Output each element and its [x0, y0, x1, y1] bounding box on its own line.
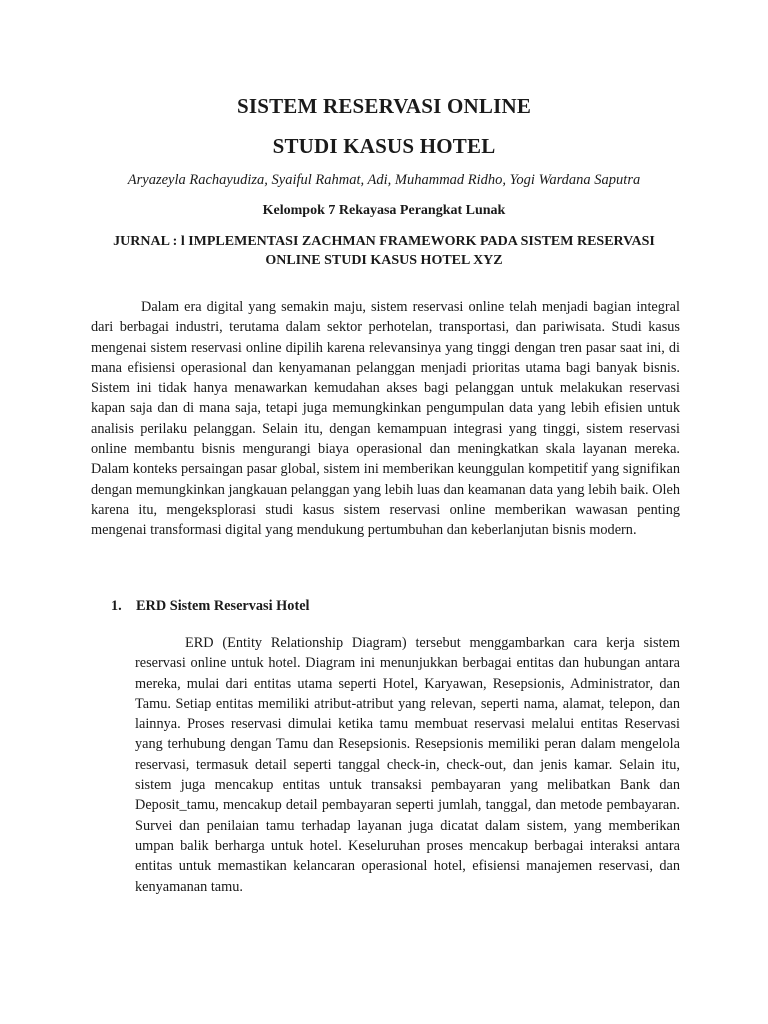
section-number: 1. — [111, 598, 122, 614]
document-title-line2: STUDI KASUS HOTEL — [272, 134, 496, 158]
section-heading-text: ERD Sistem Reservasi Hotel — [136, 598, 310, 614]
document-title-line1: SISTEM RESERVASI ONLINE — [236, 94, 532, 118]
author-list: Aryazeyla Rachayudiza, Syaiful Rahmat, Adi, Muhammad Ridho, Yogi Wardana Saputra — [127, 172, 641, 188]
journal-title: JURNAL : l IMPLEMENTASI ZACHMAN FRAMEWORK PADA SISTEM RESERVASI ONLINE STUDI KASUS HOTEL XYZ — [113, 234, 655, 268]
group-label: Kelompok 7 Rekayasa Perangkat Lunak — [262, 203, 506, 218]
erd-paragraph: ERD (Entity Relationship Diagram) tersebut menggambarkan cara kerja sistem reservasi online untuk hotel. Diagram ini menunjukkan berbagai entitas dan hubungan antara mereka, mulai dari entitas utama seperti Hotel, Karyawan, Resepsionis, Administrator, dan Tamu. Setiap entitas memiliki atribut-atribut yang relevan, seperti nama, alamat, telepon, dan lainnya. Proses reservasi dimulai ketika tamu membuat reservasi melalui entitas Reservasi yang terhubung dengan Tamu dan Resepsionis. Resepsionis memiliki peran dalam mengelola reservasi, termasuk detail seperti tanggal check-in, check-out, dan jenis kamar. Selain itu, sistem juga mencakup entitas untuk transaksi pembayaran yang melibatkan Bank dan Deposit_tamu, mencakup detail pembayaran seperti jumlah, tanggal, dan metode pembayaran. Survei dan penilaian tamu terhadap layanan juga dicatat dalam sistem, yang memberikan umpan balik berharga untuk hotel. Keseluruhan proses mencakup berbagai interaksi antara entitas untuk memastikan kelancaran operasional hotel, efisiensi manajemen reservasi, dan kenyamanan tamu. — [135, 635, 680, 895]
section-heading-erd — [111, 598, 310, 615]
intro-paragraph: Dalam era digital yang semakin maju, sistem reservasi online telah menjadi bagian integral dari berbagai industri, terutama dalam sektor perhotelan, transportasi, dan pariwisata. Studi kasus mengenai sistem reservasi online dipilih karena relevansinya yang tinggi dengan tren pasar saat ini, di mana efisiensi operasional dan kenyamanan pelanggan menjadi prioritas utama bagi banyak bisnis. Sistem ini tidak hanya menawarkan kemudahan akses bagi pelanggan untuk melakukan reservasi kapan saja dan di mana saja, tetapi juga memungkinkan pengumpulan data yang lebih efisien untuk analisis perilaku pelanggan. Selain itu, dengan kemampuan integrasi yang tinggi, sistem reservasi online membantu bisnis mengurangi biaya operasional dan meningkatkan skala layanan mereka. Dalam konteks persaingan pasar global, sistem ini memberikan keunggulan kompetitif yang signifikan dengan memungkinkan jangkauan pelanggan yang lebih luas dan keamanan data yang lebih baik. Oleh karena itu, mengeksplorasi studi kasus sistem reservasi online memberikan wawasan penting mengenai transformasi digital yang mendukung pertumbuhan dan keberlanjutan bisnis modern. — [91, 299, 680, 539]
